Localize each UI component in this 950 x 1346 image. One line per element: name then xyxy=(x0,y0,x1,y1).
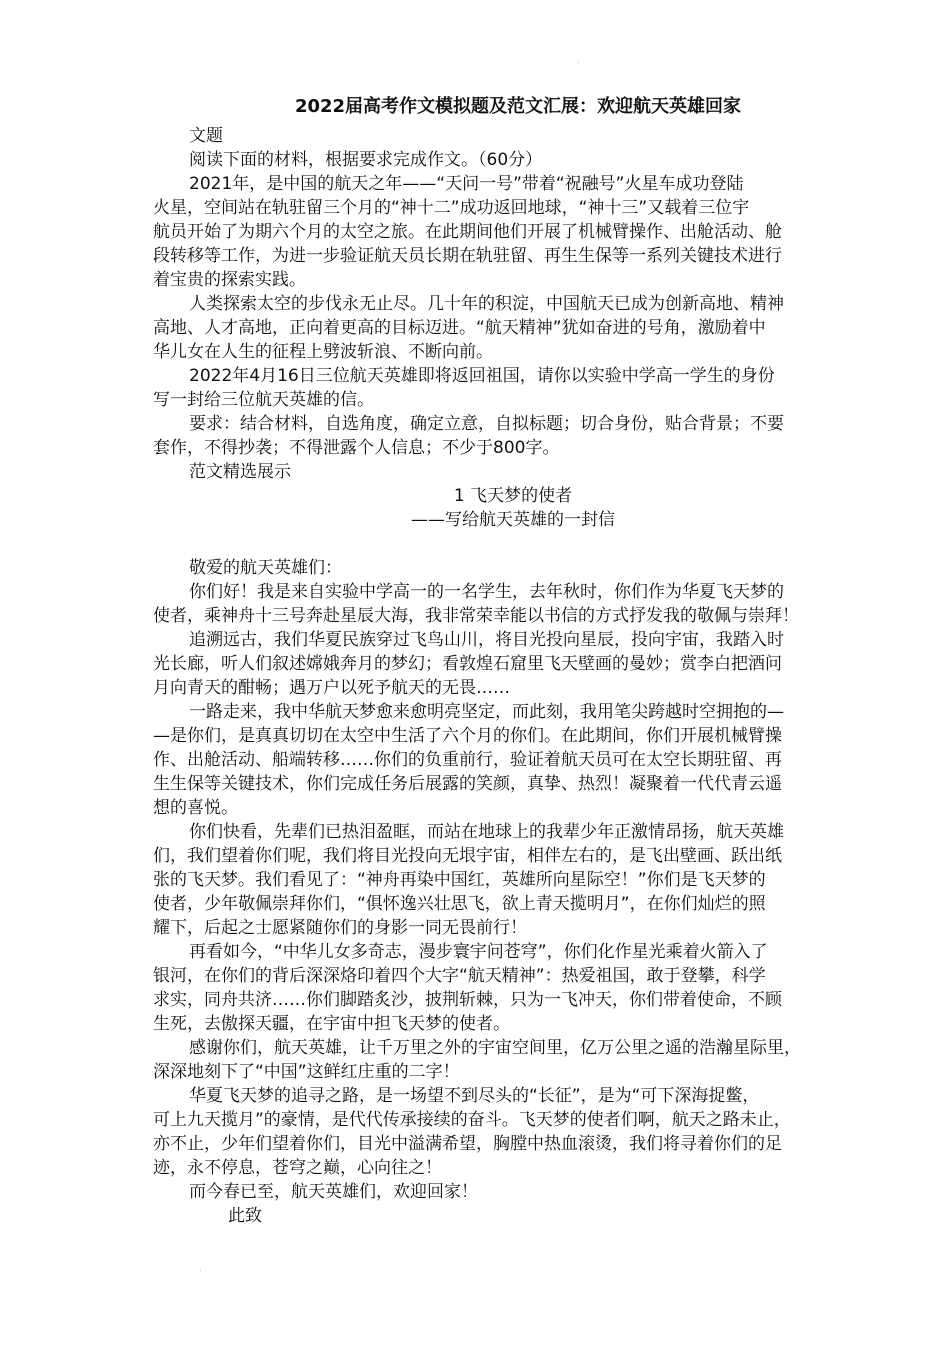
text-line: 追溯远古，我们华夏民族穿过飞鸟山川，将目光投向星辰，投向宇宙，我踏入时 xyxy=(189,630,784,650)
text-line: 光长廊，听人们叙述嫦娥奔月的梦幻；看敦煌石窟里飞天壁画的曼妙；赏李白把酒问 xyxy=(153,654,782,674)
scan-dot xyxy=(578,62,579,63)
text-line: 套作，不得抄袭；不得泄露个人信息；不少于800字。 xyxy=(153,438,560,458)
text-line: 耀下，后起之士愿紧随你们的身影一同无畏前行！ xyxy=(153,918,527,938)
text-line: 想的喜悦。 xyxy=(153,798,238,818)
text-line: 求实，同舟共济……你们脚踏炙沙，披荆斩棘，只为一飞冲天，你们带着使命，不顾 xyxy=(153,990,782,1010)
text-line: 可上九天揽月”的豪情，是代代传承接续的奋斗。飞天梦的使者们啊，航天之路未止， xyxy=(153,1110,791,1130)
text-line: 华夏飞天梦的追寻之路，是一场望不到尽头的“长征”，是为“可下深海捉鳖， xyxy=(189,1086,760,1106)
text-line: 要求：结合材料，自选角度，确定立意，自拟标题；切合身份，贴合背景；不要 xyxy=(189,414,784,434)
text-line: 们，我们望着你们呢，我们将目光投向无垠宇宙，相伴左右的，是飞出壁画、跃出纸 xyxy=(153,846,782,866)
text-line: 写一封给三位航天英雄的信。 xyxy=(153,390,374,410)
text-line: 作、出舱活动、船端转移……你们的负重前行，验证着航天员可在太空长期驻留、再 xyxy=(153,750,782,770)
text-line: 再看如今，“中华儿女多奇志，漫步寰宇问苍穹”，你们化作星光乘着火箭入了 xyxy=(189,942,768,962)
text-line: 航员开始了为期六个月的太空之旅。在此期间他们开展了机械臂操作、出舱活动、舱 xyxy=(153,222,782,242)
text-line: 银河，在你们的背后深深烙印着四个大字“航天精神”：热爱祖国，敢于登攀，科学 xyxy=(153,966,766,986)
document-title: 2022届高考作文模拟题及范文汇展：欢迎航天英雄回家 xyxy=(294,96,742,117)
text-line: 阅读下面的材料，根据要求完成作文。（60分） xyxy=(189,150,543,170)
essay-subtitle: ——写给航天英雄的一封信 xyxy=(411,510,615,530)
text-line: 一路走来，我中华航天梦愈来愈明亮坚定，而此刻，我用笔尖跨越时空拥抱的— xyxy=(189,702,784,722)
text-line: 2022年4月16日三位航天英雄即将返回祖国，请你以实验中学高一学生的身份 xyxy=(189,366,775,386)
text-line: 使者，乘神舟十三号奔赴星辰大海，我非常荣幸能以书信的方式抒发我的敬佩与崇拜！ xyxy=(153,606,799,626)
text-line: —是你们，是真真切切在太空中生活了六个月的你们。在此期间，你们开展机械臂操 xyxy=(153,726,782,746)
scan-dot xyxy=(200,1270,201,1271)
text-line: 深深地刻下了“中国”这鲜红庄重的二字！ xyxy=(153,1062,460,1082)
text-line: 生死，去傲探天疆，在宇宙中担飞天梦的使者。 xyxy=(153,1014,510,1034)
text-line: 感谢你们，航天英雄，让千万里之外的宇宙空间里，亿万公里之遥的浩瀚星际里， xyxy=(189,1038,801,1058)
text-line: 迹，永不停息，苍穹之巅，心向往之！ xyxy=(153,1158,442,1178)
prompt-section xyxy=(153,124,833,484)
text-line: 亦不止，少年们望着你们，目光中溢满希望，胸膛中热血滚烫，我们将寻着你们的足 xyxy=(153,1134,782,1154)
blank-line xyxy=(153,532,833,556)
text-line: 华儿女在人生的征程上劈波斩浪、不断向前。 xyxy=(153,342,493,362)
text-line: 人类探索太空的步伐永无止尽。几十年的积淀，中国航天已成为创新高地、精神 xyxy=(189,294,784,314)
text-line: 使者，少年敬佩崇拜你们，“俱怀逸兴壮思飞，欲上青天揽明月”，在你们灿烂的照 xyxy=(153,894,766,914)
text-line: 高地、人才高地，正向着更高的目标迈进。“航天精神”犹如奋进的号角，激励着中 xyxy=(153,318,766,338)
text-line: 而今春已至，航天英雄们，欢迎回家！ xyxy=(189,1182,478,1202)
text-line: 着宝贵的探索实践。 xyxy=(153,270,306,290)
essay-title: 1 飞天梦的使者 xyxy=(453,486,573,506)
document-page xyxy=(153,92,833,1228)
text-line: 生生保等关键技术，你们完成任务后展露的笑颜，真挚、热烈！凝聚着一代代青云遥 xyxy=(153,774,782,794)
text-line: 段转移等工作，为进一步验证航天员长期在轨驻留、再生生保等一系列关键技术进行 xyxy=(153,246,782,266)
essay-body xyxy=(153,556,833,1204)
text-line: 2021年，是中国的航天之年——“天问一号”带着“祝融号”火星车成功登陆 xyxy=(189,174,744,194)
text-line: 张的飞天梦。我们看见了：“神舟再染中国红，英雄所向星际空！”你们是飞天梦的 xyxy=(153,870,766,890)
text-line: 你们好！我是来自实验中学高一的一名学生，去年秋时，你们作为华夏飞天梦的 xyxy=(189,582,784,602)
text-line: 火星，空间站在轨驻留三个月的“神十二”成功返回地球，“神十三”又载着三位宇 xyxy=(153,198,750,218)
text-line: 敬爱的航天英雄们： xyxy=(189,558,342,578)
text-line: 你们快看，先辈们已热泪盈眶，而站在地球上的我辈少年正激情昂扬，航天英雄 xyxy=(189,822,784,842)
text-line: 范文精选展示 xyxy=(189,462,291,482)
closing-text: 此致 xyxy=(228,1206,262,1226)
text-line: 月向青天的酣畅；遇万户以死予航天的无畏…… xyxy=(153,678,510,698)
text-line: 文题 xyxy=(189,126,223,146)
